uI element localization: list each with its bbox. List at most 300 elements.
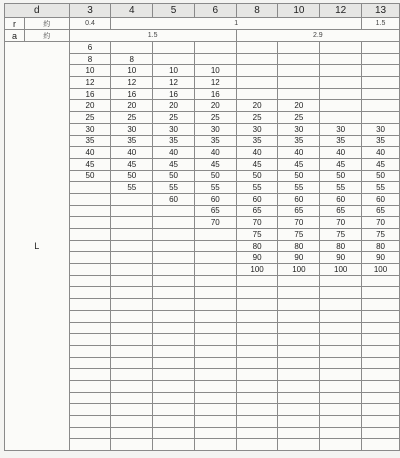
length-cell: 70 <box>362 217 400 229</box>
length-cell <box>194 392 236 404</box>
length-cell <box>111 322 153 334</box>
length-cell: 70 <box>320 217 362 229</box>
length-cell <box>153 310 195 322</box>
length-cell <box>320 416 362 428</box>
length-cell <box>278 404 320 416</box>
length-cell <box>236 65 278 77</box>
length-cell <box>111 275 153 287</box>
length-cell: 40 <box>362 147 400 159</box>
size-header: 12 <box>320 4 362 18</box>
length-cell: 60 <box>236 193 278 205</box>
length-cell: 55 <box>320 182 362 194</box>
length-cell <box>153 287 195 299</box>
length-cell <box>69 310 111 322</box>
length-cell: 35 <box>320 135 362 147</box>
length-cell <box>278 65 320 77</box>
length-cell: 30 <box>194 123 236 135</box>
length-cell <box>278 53 320 65</box>
length-cell: 75 <box>236 229 278 241</box>
length-cell <box>111 229 153 241</box>
length-cell: 45 <box>236 158 278 170</box>
length-cell <box>320 77 362 89</box>
length-cell <box>320 404 362 416</box>
length-cell: 40 <box>111 147 153 159</box>
length-cell: 12 <box>111 77 153 89</box>
length-cell <box>278 427 320 439</box>
length-cell <box>236 322 278 334</box>
length-cell: 55 <box>236 182 278 194</box>
length-cell <box>320 275 362 287</box>
length-cell: 20 <box>194 100 236 112</box>
length-cell: 45 <box>278 158 320 170</box>
length-cell: 70 <box>194 217 236 229</box>
length-cell <box>194 229 236 241</box>
length-cell <box>236 392 278 404</box>
length-cell <box>362 322 400 334</box>
length-cell <box>111 416 153 428</box>
length-cell <box>362 53 400 65</box>
length-cell <box>153 252 195 264</box>
length-cell: 35 <box>362 135 400 147</box>
length-cell <box>278 416 320 428</box>
length-cell: 70 <box>236 217 278 229</box>
length-cell: 40 <box>194 147 236 159</box>
length-cell: 25 <box>194 112 236 124</box>
length-cell: 60 <box>362 193 400 205</box>
length-cell: 8 <box>69 53 111 65</box>
length-cell: 12 <box>194 77 236 89</box>
length-cell <box>362 77 400 89</box>
length-cell <box>69 299 111 311</box>
length-cell: 100 <box>320 264 362 276</box>
length-cell <box>362 369 400 381</box>
length-cell: 20 <box>69 100 111 112</box>
size-header: 3 <box>69 4 111 18</box>
length-cell <box>111 310 153 322</box>
length-cell: 90 <box>278 252 320 264</box>
length-cell <box>153 205 195 217</box>
length-cell <box>69 264 111 276</box>
length-cell <box>111 345 153 357</box>
length-cell: 55 <box>362 182 400 194</box>
length-cell <box>320 369 362 381</box>
length-cell <box>69 369 111 381</box>
length-cell <box>320 322 362 334</box>
length-cell <box>362 287 400 299</box>
length-cell <box>194 310 236 322</box>
length-cell: 60 <box>194 193 236 205</box>
length-cell: 35 <box>236 135 278 147</box>
length-cell <box>153 53 195 65</box>
length-cell <box>153 299 195 311</box>
length-cell <box>153 240 195 252</box>
length-cell: 50 <box>362 170 400 182</box>
length-cell: 50 <box>194 170 236 182</box>
length-cell <box>194 357 236 369</box>
length-cell <box>194 439 236 451</box>
length-cell <box>362 310 400 322</box>
length-cell <box>362 275 400 287</box>
length-cell <box>320 439 362 451</box>
length-cell: 50 <box>236 170 278 182</box>
length-cell <box>69 275 111 287</box>
length-cell: 80 <box>236 240 278 252</box>
radius-row <box>5 18 400 30</box>
length-cell <box>278 77 320 89</box>
length-cell <box>362 334 400 346</box>
length-cell <box>111 240 153 252</box>
length-cell <box>111 439 153 451</box>
a-value: 1.5 <box>69 30 236 42</box>
length-cell: 25 <box>153 112 195 124</box>
length-cell: 35 <box>69 135 111 147</box>
length-cell <box>153 322 195 334</box>
length-cell <box>194 334 236 346</box>
length-cell <box>111 287 153 299</box>
length-cell: 50 <box>69 170 111 182</box>
length-cell: 45 <box>111 158 153 170</box>
radius-value: 0.4 <box>69 18 111 30</box>
length-cell: 40 <box>236 147 278 159</box>
length-cell: 10 <box>194 65 236 77</box>
length-cell <box>111 193 153 205</box>
length-cell: 35 <box>194 135 236 147</box>
length-cell <box>111 252 153 264</box>
approx-label: 約 <box>24 18 69 30</box>
length-cell <box>69 193 111 205</box>
length-cell <box>278 310 320 322</box>
length-cell <box>320 65 362 77</box>
length-cell: 45 <box>362 158 400 170</box>
length-cell <box>236 77 278 89</box>
length-cell: 90 <box>362 252 400 264</box>
length-cell <box>153 357 195 369</box>
length-cell: 65 <box>236 205 278 217</box>
length-cell <box>362 357 400 369</box>
length-cell <box>236 334 278 346</box>
length-cell <box>320 100 362 112</box>
length-cell: 55 <box>194 182 236 194</box>
length-cell <box>69 287 111 299</box>
length-cell <box>278 322 320 334</box>
length-cell <box>153 42 195 54</box>
length-cell: 65 <box>362 205 400 217</box>
diameter-label: d <box>5 4 70 18</box>
length-cell: 65 <box>194 205 236 217</box>
length-cell <box>69 357 111 369</box>
length-cell <box>111 404 153 416</box>
length-cell <box>278 88 320 100</box>
length-cell <box>362 427 400 439</box>
length-cell <box>362 88 400 100</box>
length-cell <box>362 416 400 428</box>
length-cell <box>69 240 111 252</box>
length-cell: 30 <box>111 123 153 135</box>
length-cell <box>194 299 236 311</box>
length-cell <box>153 392 195 404</box>
length-cell <box>111 392 153 404</box>
length-cell <box>236 310 278 322</box>
length-cell: 25 <box>236 112 278 124</box>
length-cell <box>69 322 111 334</box>
length-cell <box>362 42 400 54</box>
length-cell: 80 <box>320 240 362 252</box>
length-cell <box>194 275 236 287</box>
length-cell <box>362 439 400 451</box>
length-cell: 25 <box>278 112 320 124</box>
length-cell <box>278 439 320 451</box>
length-cell <box>278 345 320 357</box>
length-cell: 50 <box>153 170 195 182</box>
length-cell <box>69 182 111 194</box>
length-cell <box>194 345 236 357</box>
length-cell <box>69 404 111 416</box>
length-cell <box>69 416 111 428</box>
length-cell <box>278 392 320 404</box>
length-cell: 12 <box>153 77 195 89</box>
length-cell <box>69 252 111 264</box>
length-cell <box>236 369 278 381</box>
length-cell <box>320 427 362 439</box>
length-cell <box>236 427 278 439</box>
length-cell <box>278 334 320 346</box>
length-cell: 55 <box>111 182 153 194</box>
length-cell <box>194 427 236 439</box>
length-cell: 25 <box>111 112 153 124</box>
length-cell <box>236 42 278 54</box>
diameter-header-row <box>5 4 400 18</box>
length-cell: 45 <box>69 158 111 170</box>
size-header: 6 <box>194 4 236 18</box>
length-cell: 16 <box>153 88 195 100</box>
length-cell <box>194 240 236 252</box>
length-cell: 40 <box>153 147 195 159</box>
length-cell <box>111 264 153 276</box>
length-cell: 60 <box>153 193 195 205</box>
radius-value: 1.5 <box>362 18 400 30</box>
length-cell <box>362 380 400 392</box>
length-cell <box>153 369 195 381</box>
length-cell <box>111 205 153 217</box>
length-cell <box>111 369 153 381</box>
approx-label: 約 <box>24 30 69 42</box>
length-cell <box>194 416 236 428</box>
length-cell <box>111 427 153 439</box>
length-cell: 45 <box>320 158 362 170</box>
length-cell <box>194 369 236 381</box>
length-cell: 45 <box>153 158 195 170</box>
length-cell <box>320 112 362 124</box>
length-cell <box>111 334 153 346</box>
length-cell <box>278 275 320 287</box>
length-cell <box>236 88 278 100</box>
length-cell <box>69 427 111 439</box>
length-cell <box>362 100 400 112</box>
length-cell <box>69 205 111 217</box>
length-cell <box>320 345 362 357</box>
length-cell <box>194 252 236 264</box>
a-value: 2.9 <box>236 30 399 42</box>
length-cell <box>153 334 195 346</box>
length-cell: 30 <box>362 123 400 135</box>
length-cell: 40 <box>278 147 320 159</box>
length-cell <box>153 380 195 392</box>
length-cell: 10 <box>153 65 195 77</box>
size-header: 8 <box>236 4 278 18</box>
length-cell <box>320 88 362 100</box>
size-header: 13 <box>362 4 400 18</box>
length-cell <box>320 392 362 404</box>
length-cell <box>111 42 153 54</box>
length-cell: 25 <box>69 112 111 124</box>
length-cell <box>194 287 236 299</box>
length-cell <box>111 357 153 369</box>
length-cell <box>236 439 278 451</box>
length-cell: 70 <box>278 217 320 229</box>
length-cell: 20 <box>111 100 153 112</box>
length-cell: 20 <box>153 100 195 112</box>
length-cell <box>236 275 278 287</box>
length-cell <box>362 392 400 404</box>
length-cell <box>278 369 320 381</box>
length-cell <box>362 65 400 77</box>
length-cell: 55 <box>278 182 320 194</box>
length-cell: 10 <box>69 65 111 77</box>
length-cell: 80 <box>362 240 400 252</box>
a-symbol: a <box>5 30 25 42</box>
length-cell: 35 <box>153 135 195 147</box>
length-row <box>5 42 400 54</box>
length-cell <box>278 299 320 311</box>
length-cell <box>320 42 362 54</box>
length-cell: 35 <box>111 135 153 147</box>
length-cell <box>320 357 362 369</box>
length-cell: 30 <box>153 123 195 135</box>
length-cell <box>236 53 278 65</box>
length-cell: 45 <box>194 158 236 170</box>
radius-value: 1 <box>111 18 362 30</box>
length-cell <box>236 380 278 392</box>
length-cell: 75 <box>362 229 400 241</box>
length-cell <box>153 404 195 416</box>
length-cell: 30 <box>278 123 320 135</box>
length-cell <box>69 345 111 357</box>
length-cell: 35 <box>278 135 320 147</box>
length-cell <box>278 42 320 54</box>
dimension-table <box>4 3 400 451</box>
length-cell <box>320 380 362 392</box>
length-cell: 90 <box>320 252 362 264</box>
length-cell <box>278 287 320 299</box>
length-cell <box>236 287 278 299</box>
size-header: 10 <box>278 4 320 18</box>
length-cell <box>153 264 195 276</box>
length-cell <box>153 229 195 241</box>
length-cell: 16 <box>69 88 111 100</box>
size-header: 5 <box>153 4 195 18</box>
length-cell <box>194 380 236 392</box>
length-cell: 20 <box>236 100 278 112</box>
length-cell: 50 <box>320 170 362 182</box>
length-cell <box>236 404 278 416</box>
length-cell <box>69 217 111 229</box>
length-cell <box>153 345 195 357</box>
length-cell: 40 <box>320 147 362 159</box>
length-cell <box>194 42 236 54</box>
length-cell: 90 <box>236 252 278 264</box>
length-cell <box>236 345 278 357</box>
length-cell: 100 <box>362 264 400 276</box>
length-cell <box>236 416 278 428</box>
length-cell <box>111 299 153 311</box>
length-cell <box>111 217 153 229</box>
length-cell: 10 <box>111 65 153 77</box>
length-cell <box>153 439 195 451</box>
length-cell: 50 <box>278 170 320 182</box>
a-dimension-row <box>5 30 400 42</box>
length-cell: 20 <box>278 100 320 112</box>
length-cell <box>69 229 111 241</box>
length-cell: 55 <box>153 182 195 194</box>
length-cell: 100 <box>236 264 278 276</box>
length-cell <box>320 287 362 299</box>
length-cell: 60 <box>320 193 362 205</box>
length-cell <box>194 53 236 65</box>
length-cell <box>69 439 111 451</box>
length-cell: 50 <box>111 170 153 182</box>
length-cell: 6 <box>69 42 111 54</box>
length-cell: 60 <box>278 193 320 205</box>
length-cell <box>153 217 195 229</box>
length-cell: 65 <box>278 205 320 217</box>
length-cell: 75 <box>278 229 320 241</box>
length-cell <box>153 275 195 287</box>
length-cell: 30 <box>69 123 111 135</box>
length-cell: 16 <box>111 88 153 100</box>
length-cell: 30 <box>236 123 278 135</box>
length-cell <box>362 112 400 124</box>
length-cell: 40 <box>69 147 111 159</box>
length-cell <box>69 334 111 346</box>
length-cell <box>69 380 111 392</box>
length-cell <box>194 404 236 416</box>
length-cell <box>194 264 236 276</box>
length-cell <box>362 404 400 416</box>
length-cell <box>69 392 111 404</box>
length-cell: 12 <box>69 77 111 89</box>
length-cell: 8 <box>111 53 153 65</box>
length-cell <box>153 416 195 428</box>
size-header: 4 <box>111 4 153 18</box>
length-cell: 80 <box>278 240 320 252</box>
length-cell <box>111 380 153 392</box>
length-cell <box>278 380 320 392</box>
length-cell <box>362 345 400 357</box>
length-cell <box>194 322 236 334</box>
length-cell: 16 <box>194 88 236 100</box>
radius-symbol: r <box>5 18 25 30</box>
length-cell <box>362 299 400 311</box>
length-cell <box>236 357 278 369</box>
length-cell: 30 <box>320 123 362 135</box>
length-label: L <box>5 42 70 451</box>
length-cell <box>153 427 195 439</box>
length-cell <box>236 299 278 311</box>
length-cell: 75 <box>320 229 362 241</box>
length-cell <box>320 299 362 311</box>
length-cell: 65 <box>320 205 362 217</box>
length-cell <box>320 334 362 346</box>
